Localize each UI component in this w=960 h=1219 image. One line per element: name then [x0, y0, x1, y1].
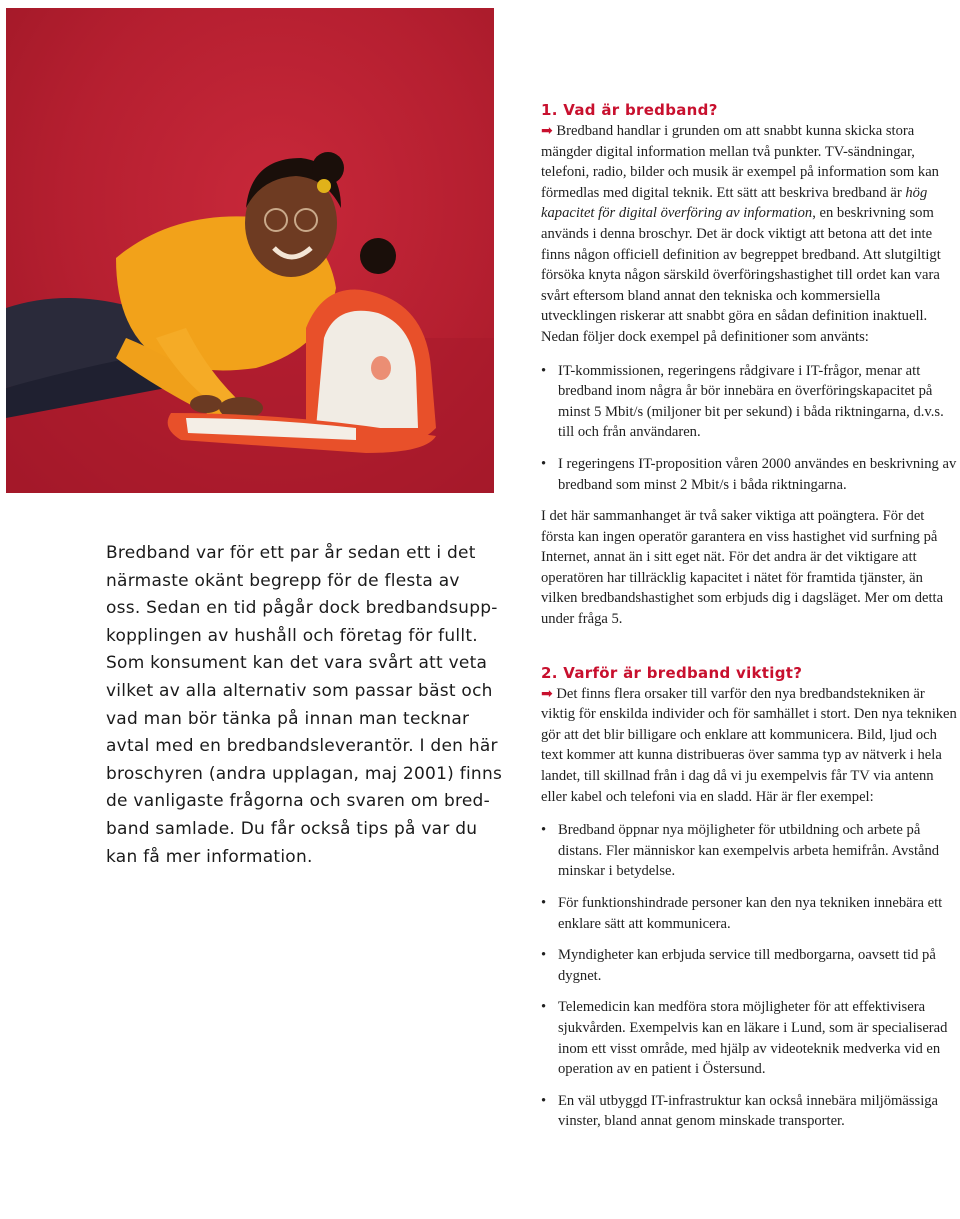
- bullet-icon: •: [541, 947, 547, 964]
- arrow-right-icon: ➡: [541, 123, 553, 139]
- list-item: [541, 997, 957, 1079]
- bullet-icon: •: [541, 999, 547, 1016]
- list-item: [541, 1091, 957, 1132]
- intro-line: Som konsument kan det vara svårt att veta: [106, 653, 488, 674]
- intro-line: avtal med en bredbandsleverantör. I den här: [106, 736, 498, 757]
- section-1-heading: 1. Vad är bredband?: [541, 101, 718, 119]
- list-item-text: I regeringens IT-proposition våren 2000 användes en beskrivning av bredband som minst 2 Mbit/s i båda riktningarna.: [558, 455, 957, 493]
- intro-line: kopplingen av hushåll och företag för fullt.: [106, 625, 478, 646]
- list-item: [541, 820, 957, 882]
- section-1-paragraph-2: I det här sammanhanget är två saker viktiga att poängtera. För det första kan ingen operatör garantera en viss hastighet vid surfning på Internet, annat än i sitt eget nät. För det andra är det viktigare att operatören har tillräcklig kapacitet i nätet för framtida tjänster, än vilken bredbandshastighet som erbjuds dig i dagsläget. Mer om detta under fråga 5.: [541, 508, 944, 628]
- section-1-text-b: , en beskrivning som används i denna broschyr. Det är dock viktigt att betona att det inte finns någon officiell definition av begreppet bredband. Att slutgiltigt försöka knyta någon särskild överföringshastighet till ordet kan vara svårt eftersom bland annat den tekniska och kommersiella utvecklingen riskerar att snabbt göra en sådan definition inaktuell. Nedan följer dock exempel på definitioner som använts:: [541, 205, 941, 345]
- intro-line: de vanligaste frågorna och svaren om bred-: [106, 791, 490, 812]
- section-2-heading: 2. Varför är bredband viktigt?: [541, 663, 803, 682]
- list-item-text: En väl utbyggd IT-infrastruktur kan också innebära miljömässiga vinster, bland annat genom minskade transporter.: [558, 1092, 939, 1130]
- list-item-text: Myndigheter kan erbjuda service till medborgarna, oavsett tid på dygnet.: [558, 947, 936, 984]
- intro-line: vad man bör tänka på innan man tecknar: [106, 708, 470, 729]
- bullet-icon: •: [541, 1092, 547, 1109]
- section-1-bullet-list: [541, 361, 957, 496]
- bullet-icon: •: [541, 822, 547, 839]
- section-2-paragraph-1: [541, 684, 957, 808]
- list-item: [541, 893, 957, 934]
- list-item-text: IT-kommissionen, regeringens rådgivare i IT-frågor, menar att bredband inom några år bör innebära en överföringskapacitet på minst 5 Mbit/s (miljoner bit per sekund) i båda riktningarna, d.v.s. till och från användaren.: [558, 362, 944, 441]
- intro-line: kan få mer information.: [106, 846, 313, 867]
- intro-line: Bredband var för ett par år sedan ett i det: [106, 543, 476, 563]
- hero-photo: [6, 8, 494, 493]
- intro-line: oss. Sedan en tid pågår dock bredbandsupp-: [106, 598, 498, 619]
- bullet-icon: •: [541, 895, 547, 911]
- main-column: [541, 100, 957, 1132]
- section-1-paragraph-1: [541, 121, 957, 348]
- list-item: [541, 454, 957, 495]
- intro-line: band samlade. Du får också tips på var du: [106, 818, 478, 839]
- intro-line: broschyren (andra upplagan, maj 2001) finns: [106, 763, 503, 784]
- section-2-bullet-list: [541, 820, 957, 1132]
- intro-line: närmaste okänt begrepp för de flesta av: [106, 570, 460, 591]
- intro-text: [106, 540, 508, 871]
- list-item: [541, 945, 957, 986]
- section-2-text: Det finns flera orsaker till varför den nya bredbandstekniken är viktig för enskilda individer och för samhället i stort. Den nya tekniken gör att det blir billigare och enklare att kommunicera. Bild, ljud och text kommer att kunna distribueras över samma typ av nätverk i hela landet, till skillnad från i dag då vi ju exempelvis får TV via antenn eller kabel och telefoni via en sladd. Här är fler exempel:: [541, 685, 957, 805]
- bullet-icon: •: [541, 362, 547, 379]
- intro-line: vilket av alla alternativ som passar bäst och: [106, 680, 493, 701]
- girl-with-laptop-illustration: [6, 8, 494, 493]
- section-1-text-a: Bredband handlar i grunden om att snabbt kunna skicka stora mängder digital information mellan två punkter. TV-sändningar, telefoni, radio, bilder och musik är exempel på information som kan förmedlas med digital teknik. Ett sätt att beskriva bredband är: [541, 123, 939, 201]
- list-item-text: Bredband öppnar nya möjligheter för utbildning och arbete på distans. Fler människor kan exempelvis arbeta hemifrån. Avstånd minskar i betydelse.: [558, 822, 940, 880]
- list-item-text: Telemedicin kan medföra stora möjligheter för att effektivisera sjukvården. Exempelvis kan en läkare i Lund, som är specialiserad inom ett visst område, med hjälp av videoteknik medverka vid en operation av en patient i Östersund.: [558, 999, 948, 1078]
- bullet-icon: •: [541, 455, 547, 472]
- arrow-right-icon: ➡: [541, 685, 553, 702]
- list-item-text: För funktionshindrade personer kan den nya tekniken innebära ett enklare sätt att kommunicera.: [558, 895, 943, 932]
- section-1-emphasis: hög kapacitet för digital överföring av information: [541, 184, 928, 222]
- list-item: [541, 361, 957, 443]
